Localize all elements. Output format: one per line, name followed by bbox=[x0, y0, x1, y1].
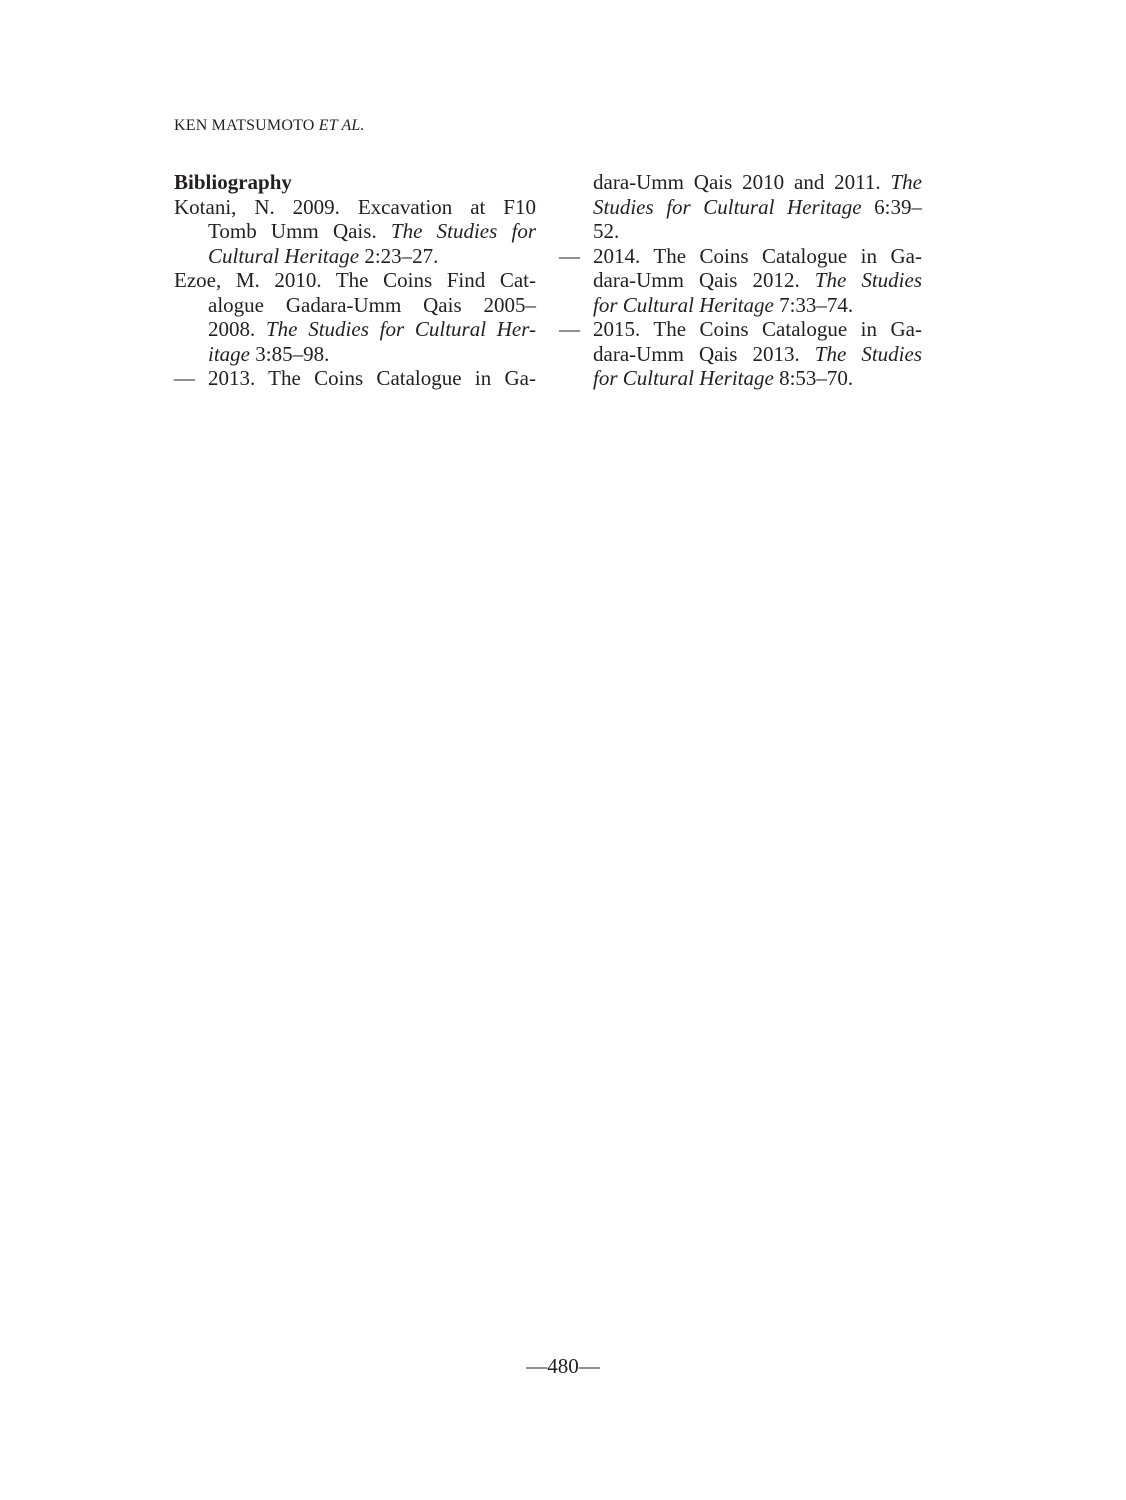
ditto-dash: — bbox=[559, 317, 580, 341]
entry-line: for Cultural Heritage 8:53–70. bbox=[593, 366, 854, 390]
entry-line: Tomb Umm Qais. The Studies for bbox=[208, 219, 536, 243]
bibliography-heading: Bibliography bbox=[174, 170, 292, 194]
entry-line: dara-Umm Qais 2013. The Studies bbox=[593, 341, 922, 366]
bibliography-entry-2013-continued bbox=[559, 170, 922, 244]
entry-line: 2015. The Coins Catalogue in Ga- bbox=[593, 317, 922, 341]
entry-line: alogue Gadara-Umm Qais 2005– bbox=[208, 292, 536, 317]
entry-line: 2013. The Coins Catalogue in Ga- bbox=[208, 366, 536, 390]
running-head-etal: ET AL. bbox=[318, 117, 365, 134]
bibliography-left-column bbox=[174, 170, 536, 391]
entry-line: Kotani, N. 2009. Excavation at F10 bbox=[174, 194, 536, 219]
running-head bbox=[174, 116, 365, 136]
bibliography-entry-2013 bbox=[174, 366, 536, 391]
entry-line: Cultural Heritage 2:23–27. bbox=[208, 243, 439, 268]
bibliography-entry-2014 bbox=[559, 244, 922, 318]
entry-line: for Cultural Heritage 7:33–74. bbox=[593, 292, 854, 317]
page-number: —480— bbox=[526, 1354, 600, 1378]
entry-line: 2008. The Studies for Cultural Her- bbox=[208, 317, 536, 341]
entry-line: itage 3:85–98. bbox=[208, 341, 330, 366]
entry-line: 52. bbox=[593, 219, 620, 243]
entry-line: dara-Umm Qais 2010 and 2011. The bbox=[593, 170, 922, 194]
ditto-dash: — bbox=[559, 243, 580, 268]
entry-line: dara-Umm Qais 2012. The Studies bbox=[593, 268, 922, 292]
entry-line: 2014. The Coins Catalogue in Ga- bbox=[593, 243, 922, 268]
bibliography-entry-2015 bbox=[559, 317, 922, 391]
bibliography-right-column bbox=[559, 170, 922, 391]
entry-line: Ezoe, M. 2010. The Coins Find Cat- bbox=[174, 268, 536, 292]
bibliography-entry-kotani-2009 bbox=[174, 195, 536, 269]
ditto-dash: — bbox=[174, 366, 195, 390]
running-head-author: KEN MATSUMOTO bbox=[174, 117, 319, 134]
bibliography-entry-ezoe-2010 bbox=[174, 268, 536, 366]
entry-line: Studies for Cultural Heritage 6:39– bbox=[593, 194, 922, 219]
